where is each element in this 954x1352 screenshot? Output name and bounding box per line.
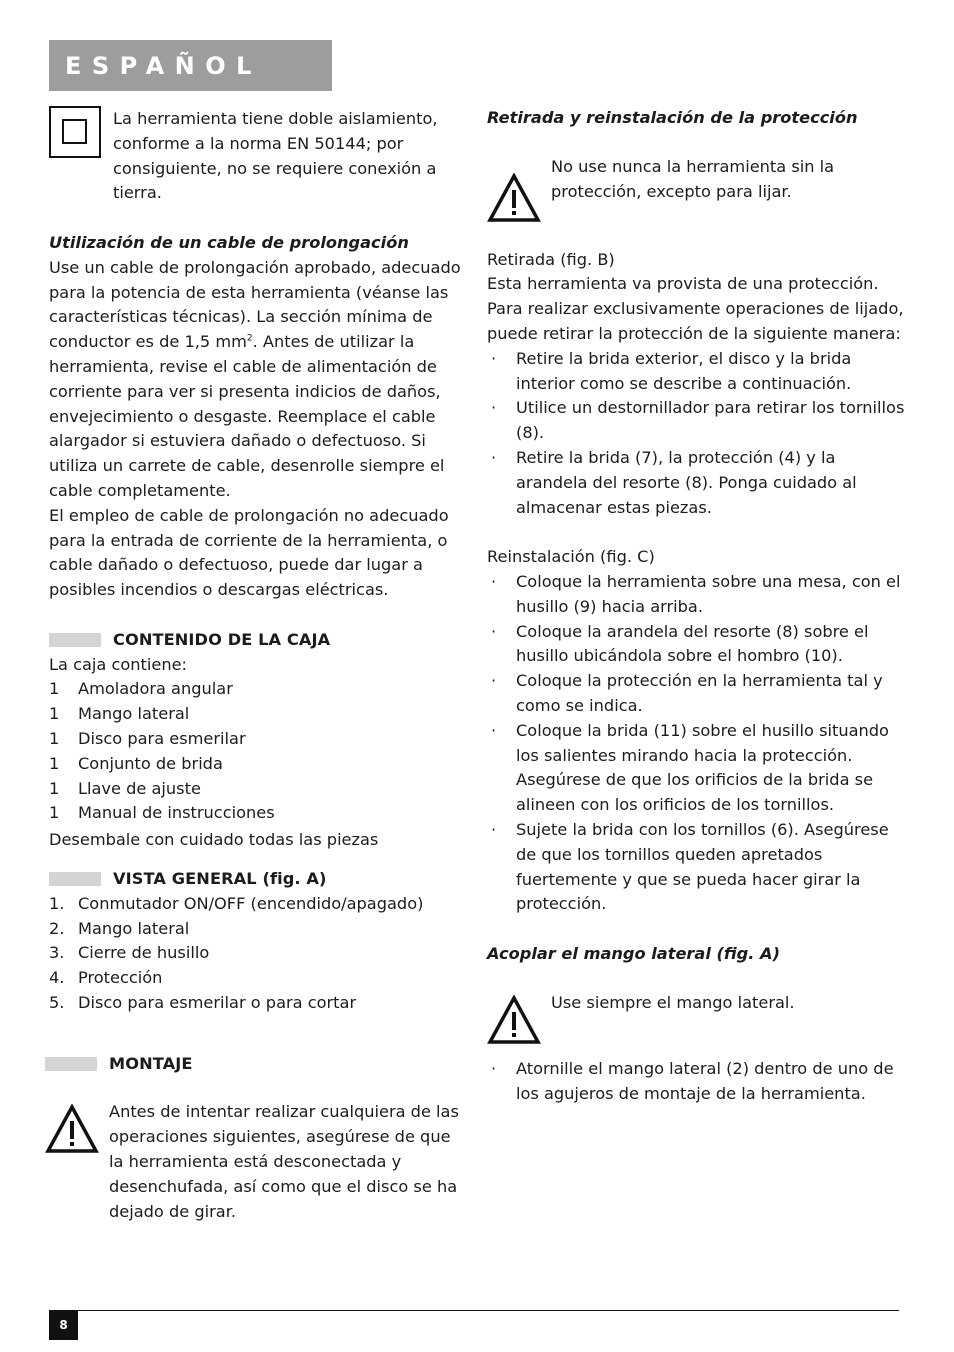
bullet-text: Coloque la protección en la herramienta tal y como se indica. <box>516 671 883 715</box>
bullet-item <box>487 620 907 670</box>
box-intro: La caja contiene: <box>49 654 188 674</box>
overview-heading: VISTA GENERAL (fig. A) <box>49 867 461 892</box>
bullet-item <box>487 396 907 446</box>
handle-warning-block <box>487 991 907 1045</box>
insulation-text: La herramienta tiene doble aislamiento, conforme a la norma EN 50144; por consiguiente, no se requiere conexión a tierra. <box>113 109 438 203</box>
list-item-number: 2. <box>49 918 65 938</box>
heading-bar <box>45 1057 97 1071</box>
list-item-text: Mango lateral <box>78 918 190 938</box>
bullet-text: Utilice un destornillador para retirar los tornillos (8). <box>516 398 905 443</box>
list-item <box>49 777 461 802</box>
bullet-marker: · <box>491 348 497 368</box>
list-item-number: 5. <box>49 992 65 1012</box>
language-banner <box>49 40 332 91</box>
list-item <box>49 801 461 826</box>
list-item-text: Amoladora angular <box>78 679 233 699</box>
guard-warning-block <box>487 155 907 223</box>
bullet-marker: · <box>491 671 497 691</box>
overview-list <box>49 892 461 1016</box>
list-item-number: 1 <box>49 728 60 748</box>
list-item-number: 1 <box>49 704 60 724</box>
list-item <box>49 677 461 702</box>
list-item <box>49 966 461 991</box>
bullet-marker: · <box>491 398 497 418</box>
bullet-marker: · <box>491 621 497 641</box>
guard-warning-text: No use nunca la herramienta sin la protección, excepto para lijar. <box>551 156 835 201</box>
list-item <box>49 702 461 727</box>
handle-heading: Acoplar el mango lateral (fig. A) <box>487 943 780 963</box>
ext-cable-heading: Utilización de un cable de prolongación <box>49 232 409 252</box>
list-item-text: Disco para esmerilar o para cortar <box>78 992 357 1012</box>
box-outro: Desembale con cuidado todas las piezas <box>49 830 379 850</box>
footer-rule <box>49 1310 899 1311</box>
list-item-text: Conjunto de brida <box>78 753 223 773</box>
list-item <box>49 917 461 942</box>
list-item-text: Cierre de husillo <box>78 943 210 963</box>
removal-intro: Esta herramienta va provista de una protección. Para realizar exclusivamente operaciones de lijado, puede retirar la protección de la siguiente manera: <box>487 274 904 343</box>
box-contents-heading: CONTENIDO DE LA CAJA <box>49 628 461 653</box>
ext-cable-paragraph-2: El empleo de cable de prolongación no adecuado para la entrada de corriente de la herramienta, o cable dañado o defectuoso, puede dar lugar a posibles incendios o descargas eléctricas. <box>49 505 449 600</box>
bullet-item <box>487 719 907 818</box>
bullet-text: Retire la brida (7), la protección (4) y la arandela del resorte (8). Ponga cuidado al almacenar estas piezas. <box>516 447 857 517</box>
list-item-text: Conmutador ON/OFF (encendido/apagado) <box>78 893 424 913</box>
bullet-marker: · <box>491 447 497 467</box>
bullet-text: Coloque la herramienta sobre una mesa, con el husillo (9) hacia arriba. <box>516 571 901 616</box>
list-item <box>49 752 461 777</box>
list-item <box>49 892 461 917</box>
ext-cable-paragraph-1: Use un cable de prolongación aprobado, adecuado para la potencia de esta herramienta (véanse las características técnicas). La sección mínima de conductor es de 1,5 $mm^2$. Antes de utilizar la herramienta, revise el cable de alimentación de corriente para ver si presenta indicios de daños, envejecimiento o desgaste. Reemplace el cable alargador si estuviera dañado o defectuoso. Si utiliza un carrete de cable, desenrolle siempre el cable completamente. <box>49 257 461 500</box>
list-item-text: Disco para esmerilar <box>78 728 246 748</box>
handle-warning-text: Use siempre el mango lateral. <box>551 992 795 1012</box>
removal-steps <box>487 347 907 521</box>
list-item-number: 1. <box>49 893 65 913</box>
list-item-text: Mango lateral <box>78 704 190 724</box>
list-item-text: Manual de instrucciones <box>78 803 275 823</box>
bullet-item <box>487 446 907 520</box>
warning-icon <box>45 1104 99 1154</box>
heading-bar <box>49 633 101 647</box>
removal-title: Retirada (fig. B) <box>487 249 615 269</box>
bullet-item <box>487 1057 907 1107</box>
page-number: 8 <box>49 1311 78 1340</box>
bullet-item <box>487 818 907 917</box>
box-contents-list <box>49 677 461 826</box>
list-item-number: 1 <box>49 753 60 773</box>
refit-steps <box>487 570 907 917</box>
bullet-marker: · <box>491 720 497 740</box>
bullet-text: Sujete la brida con los tornillos (6). Asegúrese de que los tornillos queden apretados fuertemente y que se pueda hacer girar la protección. <box>516 819 889 914</box>
bullet-item <box>487 570 907 620</box>
list-item-number: 1 <box>49 679 60 699</box>
bullet-marker: · <box>491 1058 497 1078</box>
guard-heading: Retirada y reinstalación de la protección <box>487 108 858 127</box>
bullet-text: Coloque la arandela del resorte (8) sobre el husillo ubicándola sobre el hombro (10). <box>516 621 869 666</box>
list-item <box>49 941 461 966</box>
insulation-block <box>49 106 461 206</box>
handle-steps <box>487 1057 907 1107</box>
double-insulation-icon <box>49 106 101 158</box>
heading-bar <box>49 872 101 886</box>
bullet-marker: · <box>491 819 497 839</box>
warning-icon <box>487 995 541 1045</box>
refit-title: Reinstalación (fig. C) <box>487 547 655 567</box>
list-item <box>49 727 461 752</box>
list-item <box>49 991 461 1016</box>
bullet-item <box>487 347 907 397</box>
list-item-number: 1 <box>49 778 60 798</box>
bullet-text: Retire la brida exterior, el disco y la brida interior como se describe a continuación. <box>516 348 852 393</box>
assembly-warning-text: Antes de intentar realizar cualquiera de las operaciones siguientes, asegúrese de que la herramienta está desconectada y desenchufada, así como que el disco se ha dejado de girar. <box>109 1102 459 1221</box>
assembly-warning-block <box>45 1100 461 1224</box>
list-item-number: 1 <box>49 803 60 823</box>
language-title: ESPAÑOL <box>65 52 262 80</box>
right-column <box>487 106 907 1106</box>
list-item-number: 4. <box>49 968 65 988</box>
bullet-item <box>487 669 907 719</box>
bullet-marker: · <box>491 571 497 591</box>
warning-icon <box>487 173 541 223</box>
bullet-text: Atornille el mango lateral (2) dentro de uno de los agujeros de montaje de la herramienta. <box>516 1058 894 1103</box>
list-item-text: Protección <box>78 968 163 988</box>
list-item-number: 3. <box>49 943 65 963</box>
left-column <box>49 106 461 1224</box>
assembly-heading: MONTAJE <box>45 1052 461 1077</box>
bullet-text: Coloque la brida (11) sobre el husillo situando los salientes mirando hacia la protección. Asegúrese de que los orificios de la brida se alineen con los orificios de los tornillos. <box>516 720 889 815</box>
list-item-text: Llave de ajuste <box>78 778 201 798</box>
